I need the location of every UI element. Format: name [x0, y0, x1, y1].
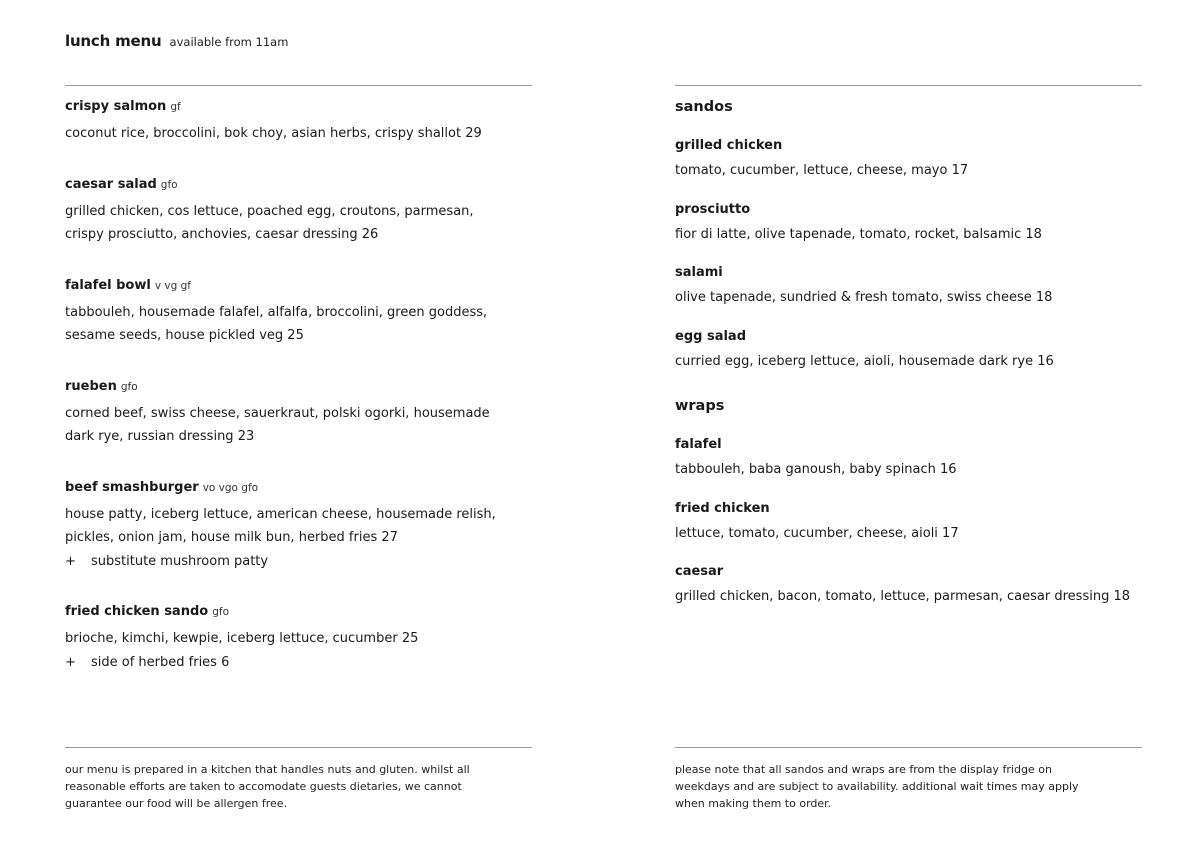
menu-section	[675, 97, 1145, 373]
plus-icon: +	[65, 654, 76, 670]
description-line: house patty, iceberg lettuce, american cheese, housemade relish,	[65, 506, 496, 522]
description-line: tabbouleh, baba ganoush, baby spinach 16	[675, 462, 957, 477]
dish-addon	[65, 550, 535, 574]
dish-description	[675, 350, 1145, 374]
description-line: tabbouleh, housemade falafel, alfalfa, broccolini, green goddess,	[65, 304, 488, 320]
dietary-tags: vo vgo gfo	[202, 481, 259, 494]
menu-item	[65, 97, 535, 146]
menu-item	[675, 499, 1145, 546]
addon-text: substitute mushroom patty	[91, 553, 269, 569]
description-line: brioche, kimchi, kewpie, iceberg lettuce, cucumber 25	[65, 631, 419, 646]
description-line: crispy prosciutto, anchovies, caesar dressing 26	[65, 227, 379, 242]
footnote-line: guarantee our food will be allergen free.	[65, 797, 288, 810]
dish-heading	[65, 602, 535, 622]
menu-item	[675, 263, 1145, 310]
dish-description	[65, 503, 535, 550]
dish-description	[675, 585, 1145, 609]
menu-item	[65, 276, 535, 348]
dish-description	[675, 159, 1145, 183]
section-title: wraps	[675, 398, 725, 414]
description-line: tomato, cucumber, lettuce, cheese, mayo 17	[675, 163, 969, 178]
menu-item	[675, 200, 1145, 247]
menu-item	[65, 377, 535, 449]
dish-name: rueben	[65, 378, 117, 394]
allergen-note	[65, 761, 535, 812]
dish-name: crispy salmon	[65, 99, 167, 114]
dish-heading	[65, 175, 535, 195]
divider-top-right	[675, 85, 1142, 86]
dietary-tags: gfo	[160, 178, 178, 191]
sandos-wraps-column	[675, 97, 1145, 626]
menu-title: lunch menu	[65, 32, 162, 50]
menu-item	[675, 562, 1145, 609]
availability-note	[675, 761, 1145, 812]
dish-description	[675, 522, 1145, 546]
dish-heading	[65, 377, 535, 397]
menu-item	[65, 175, 535, 247]
dish-description	[65, 200, 535, 247]
dietary-tags: gfo	[120, 380, 138, 393]
menu-item	[675, 327, 1145, 374]
dish-description	[65, 402, 535, 449]
addon-text: side of herbed fries 6	[91, 654, 230, 670]
description-line: dark rye, russian dressing 23	[65, 429, 255, 444]
divider-bottom-left	[65, 747, 532, 748]
dietary-tags: gfo	[212, 606, 229, 618]
description-line: fior di latte, olive tapenade, tomato, rocket, balsamic 18	[675, 226, 1042, 242]
dish-name: egg salad	[675, 328, 746, 344]
dietary-tags: gf	[170, 101, 181, 113]
dish-heading	[65, 478, 535, 498]
footnote-line: please note that all sandos and wraps are from the display fridge on	[675, 763, 1052, 776]
mains-column	[65, 97, 535, 703]
dish-name: grilled chicken	[675, 138, 783, 153]
dish-name: caesar	[675, 564, 724, 579]
description-line: pickles, onion jam, house milk bun, herbed fries 27	[65, 530, 398, 545]
dish-description	[65, 301, 535, 348]
dish-description	[675, 286, 1145, 310]
description-line: corned beef, swiss cheese, sauerkraut, polski ogorki, housemade	[65, 405, 490, 421]
dish-name: fried chicken	[675, 500, 770, 516]
footnote-line: reasonable efforts are taken to accomodate guests dietaries, we cannot	[65, 780, 462, 793]
dish-description	[675, 458, 1145, 482]
menu-availability: available from 11am	[169, 35, 289, 49]
dish-name: prosciutto	[675, 201, 751, 217]
menu-item	[675, 136, 1145, 183]
description-line: coconut rice, broccolini, bok choy, asian herbs, crispy shallot 29	[65, 126, 482, 141]
divider-top-left	[65, 85, 532, 86]
dish-description	[675, 223, 1145, 247]
plus-icon: +	[65, 553, 76, 569]
menu-item	[65, 478, 535, 574]
divider-bottom-right	[675, 747, 1142, 748]
dish-name: salami	[675, 265, 723, 280]
menu-section	[675, 396, 1145, 609]
dish-name: fried chicken sando	[65, 604, 209, 619]
footnote-line: our menu is prepared in a kitchen that handles nuts and gluten. whilst all	[65, 763, 470, 776]
dish-description	[65, 627, 535, 651]
menu-item	[65, 602, 535, 674]
menu-item	[675, 435, 1145, 482]
description-line: sesame seeds, house pickled veg 25	[65, 328, 304, 343]
description-line: curried egg, iceberg lettuce, aioli, housemade dark rye 16	[675, 353, 1054, 369]
dish-name: falafel	[675, 437, 722, 452]
description-line: olive tapenade, sundried & fresh tomato, swiss cheese 18	[675, 290, 1053, 305]
dish-description	[65, 122, 535, 146]
footnote-line: weekdays and are subject to availability. additional wait times may apply	[675, 780, 1079, 793]
dietary-tags: v vg gf	[154, 279, 191, 292]
description-line: grilled chicken, cos lettuce, poached egg, croutons, parmesan,	[65, 203, 474, 219]
footnote-line: when making them to order.	[675, 797, 832, 810]
dish-name: caesar salad	[65, 176, 157, 192]
dish-heading	[65, 97, 535, 117]
dish-heading	[65, 276, 535, 296]
description-line: grilled chicken, bacon, tomato, lettuce, parmesan, caesar dressing 18	[675, 589, 1130, 604]
page-header	[65, 31, 288, 50]
dish-addon	[65, 651, 535, 675]
dish-name: beef smashburger	[65, 479, 199, 495]
dish-name: falafel bowl	[65, 277, 151, 293]
description-line: lettuce, tomato, cucumber, cheese, aioli 17	[675, 525, 959, 541]
section-title: sandos	[675, 99, 733, 115]
